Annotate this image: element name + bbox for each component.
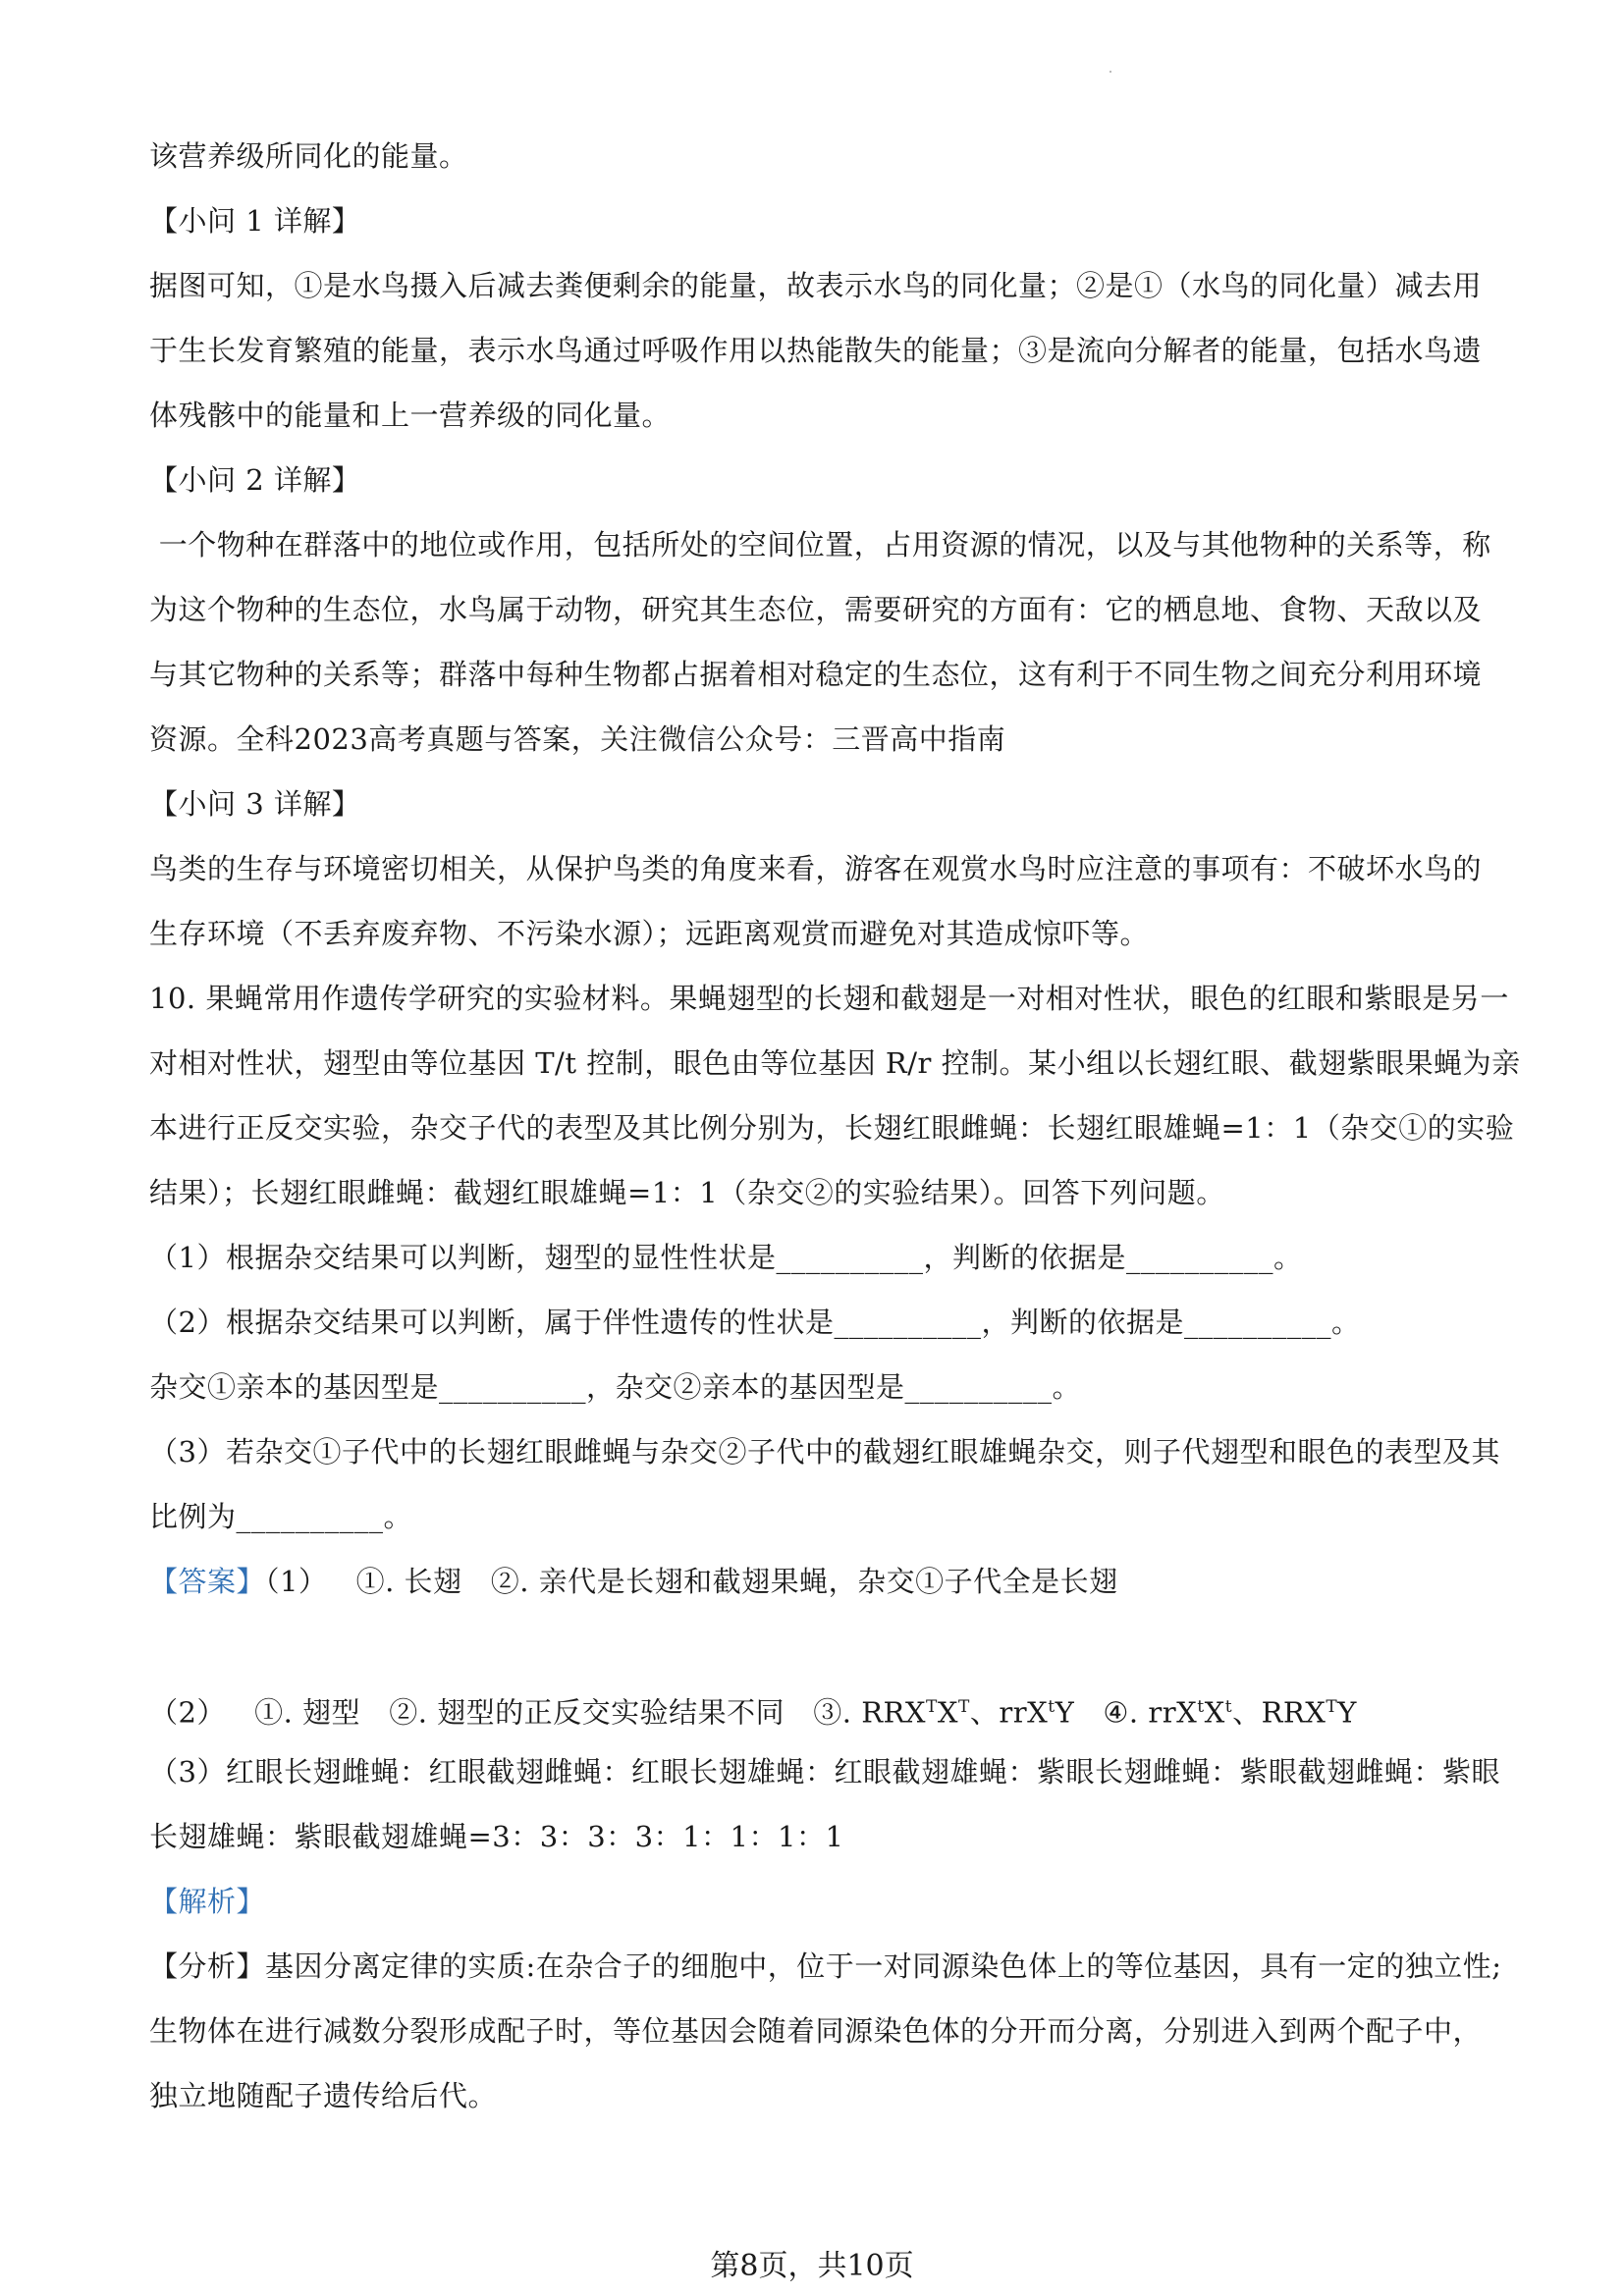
text-line: 为这个物种的生态位，水鸟属于动物，研究其生态位，需要研究的方面有：它的栖息地、食物、天敌以及 <box>149 593 1483 626</box>
question-text: 对相对性状，翅型由等位基因 T/t 控制，眼色由等位基因 R/r 控制。某小组以长翅红眼、截翅紫眼果蝇为亲 <box>149 1046 1521 1080</box>
question-text: 本进行正反交实验，杂交子代的表型及其比例分别为，长翅红眼雌蝇：长翅红眼雄蝇=1：1（杂交①的实验 <box>149 1111 1515 1145</box>
answer-3: 长翅雄蝇：紫眼截翅雄蝇=3：3：3：3：1：1：1：1 <box>149 1820 844 1853</box>
text-line: 体残骸中的能量和上一营养级的同化量。 <box>149 399 672 432</box>
page-number: 第8页，共10页 <box>710 2249 914 2283</box>
section-heading: 【小问 3 详解】 <box>149 787 361 821</box>
scan-speck <box>1110 71 1111 73</box>
analysis-text: 生物体在进行减数分裂形成配子时，等位基因会随着同源染色体的分开而分离，分别进入到两个配子中， <box>149 2014 1483 2048</box>
text-line: 一个物种在群落中的地位或作用，包括所处的空间位置，占用资源的情况，以及与其他物种的关系等，称 <box>149 528 1491 561</box>
text-line: 鸟类的生存与环境密切相关，从保护鸟类的角度来看，游客在观赏水鸟时应注意的事项有：不破坏水鸟的 <box>149 852 1483 885</box>
analysis-label: 【解析】 <box>149 1885 266 1918</box>
question-item: （3）若杂交①子代中的长翅红眼雌蝇与杂交②子代中的截翅红眼雄蝇杂交，则子代翅型和眼色的表型及其 <box>149 1435 1500 1468</box>
section-heading: 【小问 2 详解】 <box>149 463 361 497</box>
question-text: 结果）；长翅红眼雌蝇：截翅红眼雄蝇=1：1（杂交②的实验结果）。回答下列问题。 <box>149 1176 1225 1209</box>
analysis-text: 独立地随配子遗传给后代。 <box>149 2079 498 2112</box>
answer-3: （3）红眼长翅雌蝇：红眼截翅雌蝇：红眼长翅雄蝇：红眼截翅雄蝇：紫眼长翅雌蝇：紫眼截翅雌蝇：紫眼 <box>149 1755 1500 1789</box>
analysis-text: 【分析】基因分离定律的实质:在杂合子的细胞中，位于一对同源染色体上的等位基因，具有一定的独立性; <box>149 1949 1502 1983</box>
question-item: （2）根据杂交结果可以判断，属于伴性遗传的性状是__________，判断的依据是__________。 <box>149 1306 1361 1339</box>
answer-label: 【答案】 <box>149 1565 266 1598</box>
question-item: 杂交①亲本的基因型是__________，杂交②亲本的基因型是__________。 <box>149 1370 1082 1404</box>
text-line: 与其它物种的关系等；群落中每种生物都占据着相对稳定的生态位，这有利于不同生物之间充分利用环境 <box>149 658 1483 691</box>
section-heading: 【小问 1 详解】 <box>149 204 361 238</box>
text-line: 该营养级所同化的能量。 <box>149 139 468 173</box>
text-line: 于生长发育繁殖的能量，表示水鸟通过呼吸作用以热能散失的能量；③是流向分解者的能量，包括水鸟遗 <box>149 334 1483 367</box>
answer-1: （1） ①. 长翅 ②. 亲代是长翅和截翅果蝇，杂交①子代全是长翅 <box>265 1565 1118 1598</box>
text-line: 据图可知，①是水鸟摄入后减去粪便剩余的能量，故表示水鸟的同化量；②是①（水鸟的同化量）减去用 <box>149 269 1483 302</box>
text-line: 资源。全科2023高考真题与答案，关注微信公众号：三晋高中指南 <box>149 722 1006 756</box>
answer-2: （2） ①. 翅型 ②. 翅型的正反交实验结果不同 ③. $RRX^TX^T$、rrX$^t$Y ④. $rrX^tX^t$、$RRX^TY$ <box>149 1695 1357 1730</box>
question-text: 10. 果蝇常用作遗传学研究的实验材料。果蝇翅型的长翅和截翅是一对相对性状，眼色的红眼和紫眼是另一 <box>149 982 1509 1015</box>
question-item: 比例为__________。 <box>149 1500 413 1533</box>
question-item: （1）根据杂交结果可以判断，翅型的显性性状是__________，判断的依据是__________。 <box>149 1241 1303 1274</box>
answer-line <box>149 1562 1485 1601</box>
text-line: 生存环境（不丢弃废弃物、不污染水源）；远距离观赏而避免对其造成惊吓等。 <box>149 917 1150 950</box>
